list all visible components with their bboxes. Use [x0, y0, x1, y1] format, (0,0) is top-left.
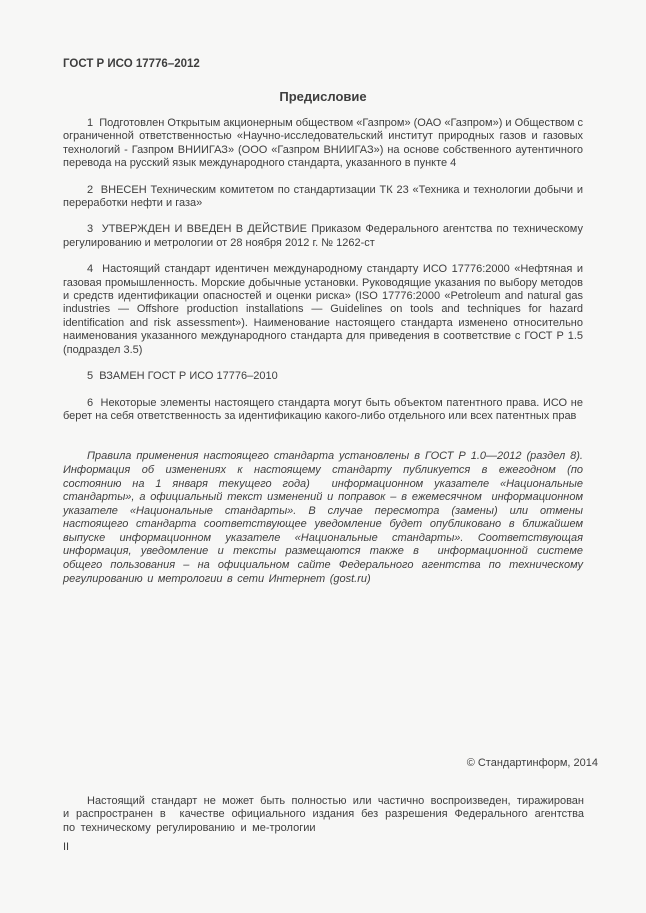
paragraph-5: 5 ВЗАМЕН ГОСТ Р ИСО 17776–2010: [87, 370, 278, 383]
paragraph-3: 3 УТВЕРЖДЕН И ВВЕДЕН В ДЕЙСТВИЕ Приказом Федерального агентства по техническому регулированию и метрологии от 28 ноября 2012 г. № 1262-ст: [63, 223, 583, 249]
paragraph-4: 4 Настоящий стандарт идентичен международному стандарту ИСО 17776:2000 «Нефтяная и газовая промышленность. Морские добычные установки. Руководящие указания по выбору методов и средств идентификации опасностей и оценки риска» (ISO 17776:2000 «Petroleum and natural gas industries — Offshore production installations — Guidelines on tools and techniques for hazard identification and risk assessment»). Наименование настоящего стандарта изменено относительно наименования указанного международного стандарта для приведения в соответствие с ГОСТ Р 1.5 (подраздел 3.5): [63, 263, 583, 356]
page-number: II: [63, 841, 70, 853]
legal-application-note: Правила применения настоящего стандарта установлены в ГОСТ Р 1.0—2012 (раздел 8). Информация об изменениях к настоящему стандарту публикуется в ежегодном (по состоянию на 1 января текущего года) информационном указателе «Национальные стандарты», а официальный текст изменений и поправок – в ежемесячном информационном указателе «Национальные стандарты». В случае пересмотра (замены) или отмены настоящего стандарта соответствующее уведомление будет опубликовано в ближайшем выпуске информационном указателе «Национальные стандарты». Соответствующая информация, уведомление и тексты размещаются также в информационной системе общего пользования – на официальном сайте Федерального агентства по техническому регулированию и метрологии в сети Интернет (gost.ru): [63, 450, 583, 585]
distribution-restriction-note: Настоящий стандарт не может быть полностью или частично воспроизведен, тиражирован и распространен в качестве официального издания без разрешения Федерального агентства по техническому регулированию и ме-трологии: [63, 795, 584, 834]
paragraph-2: 2 ВНЕСЕН Техническим комитетом по стандартизации ТК 23 «Техника и технологии добычи и переработки нефти и газа»: [63, 183, 583, 210]
doc-number: ГОСТ Р ИСО 17776–2012: [63, 58, 200, 70]
paragraph-6: 6 Некоторые элементы настоящего стандарта могут быть объектом патентного права. ИСО не берет на себя ответственность за идентификацию какого-либо отдельного или всех патентных прав: [63, 396, 583, 422]
section-title: Предисловие: [279, 89, 367, 104]
copyright-notice: © Стандартинформ, 2014: [466, 757, 598, 769]
paragraph-1: 1 Подготовлен Открытым акционерным обществом «Газпром» (ОАО «Газпром») и Обществом с ограниченной ответственностью «Научно-исследовательский институт природных газов и газовых технологий - Газпром ВНИИГАЗ» (ООО «Газпром ВНИИГАЗ») на основе собственного аутентичного перевода на русский язык международного стандарта, указанного в пункте 4: [63, 117, 584, 170]
